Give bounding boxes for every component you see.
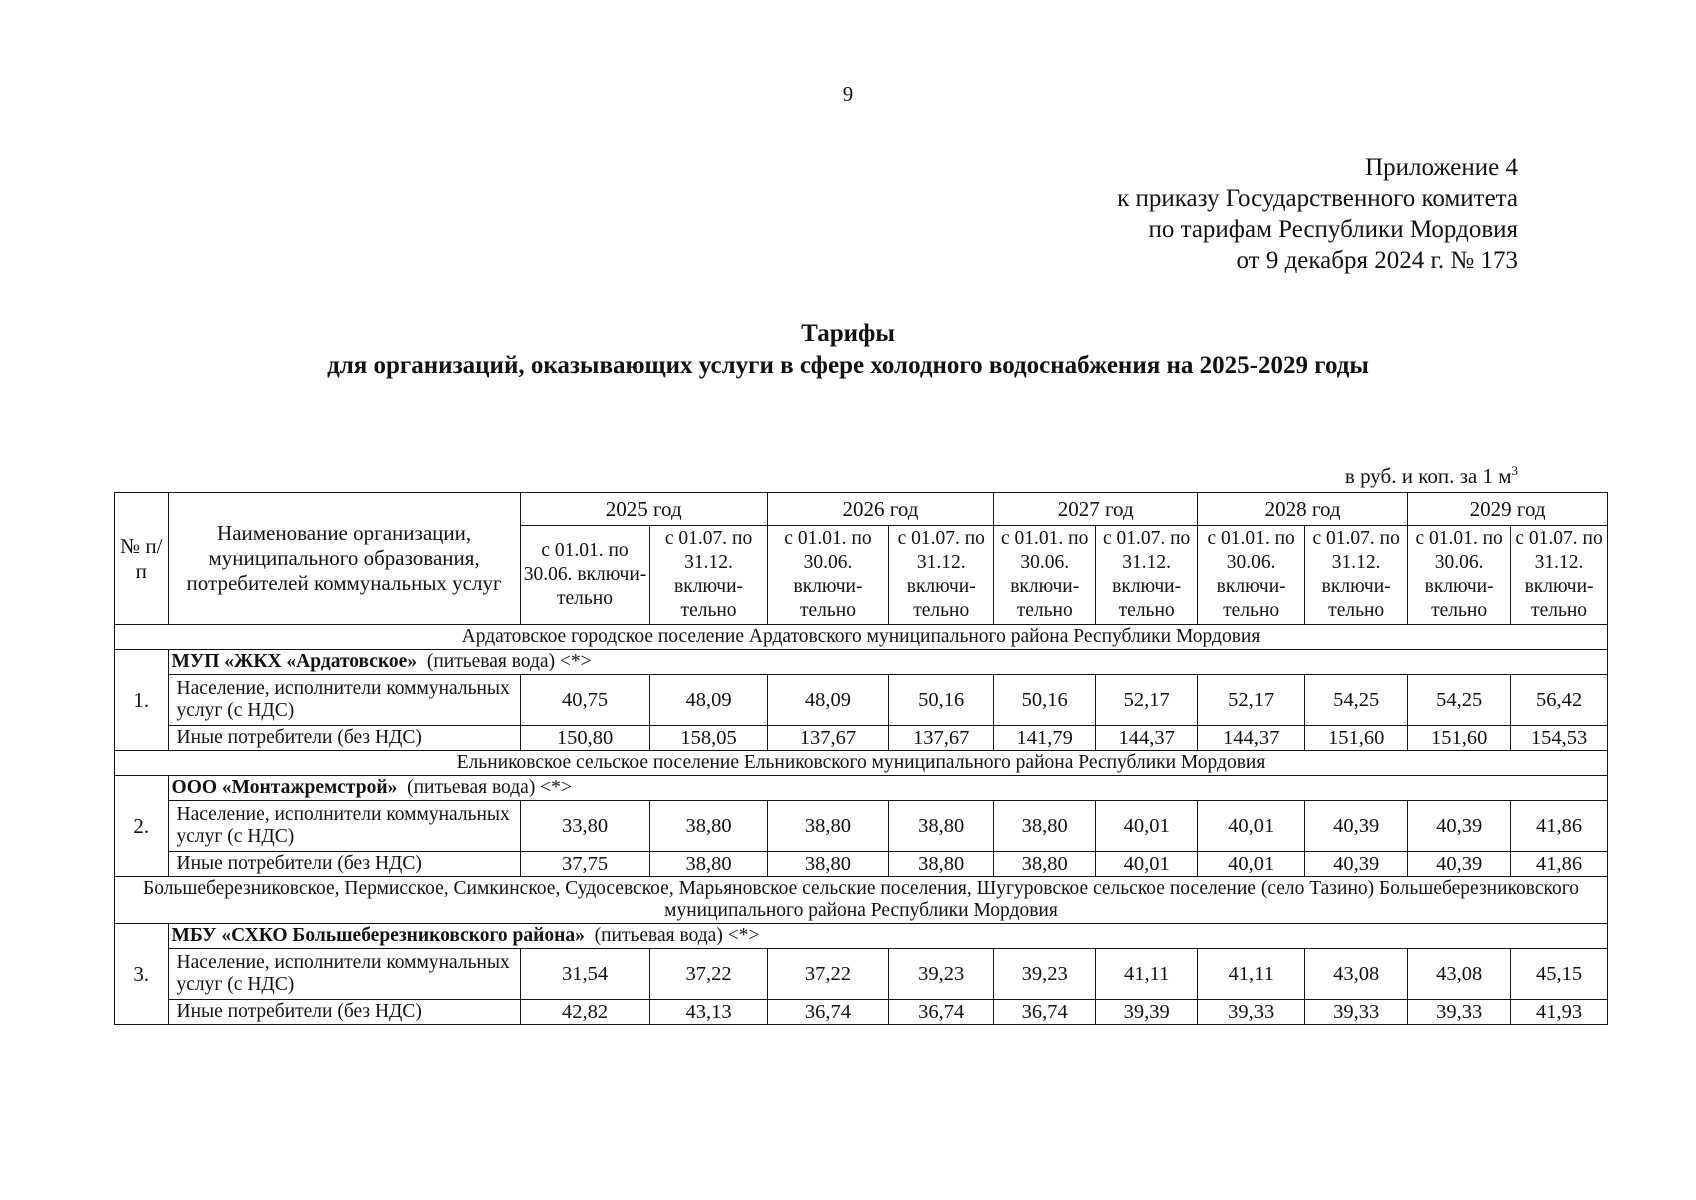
organization-row (115, 776, 1608, 801)
tariff-value: 41,86 (1511, 852, 1608, 877)
document-title (0, 318, 1696, 382)
tariff-row (115, 726, 1608, 751)
row-number: 3. (115, 924, 169, 1025)
appendix-line: по тарифам Республики Мордовия (1148, 216, 1518, 243)
header-year: 2026 год (767, 493, 994, 526)
tariff-value: 40,01 (1198, 852, 1305, 877)
tariff-value: 38,80 (650, 852, 767, 877)
tariff-value: 37,22 (650, 949, 767, 1000)
header-period: с 01.07. по 31.12. включи- тельно (1096, 526, 1198, 625)
tariff-row (115, 949, 1608, 1000)
header-period: с 01.07. по 31.12. включи- тельно (1511, 526, 1608, 625)
tariff-value: 45,15 (1511, 949, 1608, 1000)
tariff-value: 31,54 (520, 949, 650, 1000)
tariff-value: 39,23 (994, 949, 1096, 1000)
tariff-value: 36,74 (889, 1000, 994, 1025)
region-name: Ардатовское городское поселение Ардатовского муниципального района Республики Мордовия (115, 625, 1608, 650)
row-number: 1. (115, 650, 169, 751)
organization-row (115, 924, 1608, 949)
organization-cell (168, 924, 1607, 949)
tariff-value: 40,39 (1305, 801, 1408, 852)
organization-cell (168, 776, 1607, 801)
region-row (115, 751, 1608, 776)
title-line: Тарифы (801, 320, 895, 347)
header-year: 2025 год (520, 493, 767, 526)
tariff-value: 40,75 (520, 675, 650, 726)
tariff-row (115, 675, 1608, 726)
region-name: Ельниковское сельское поселение Ельниковского муниципального района Республики Мордовия (115, 751, 1608, 776)
consumer-label: Иные потребители (без НДС) (168, 1000, 520, 1025)
table-body (115, 625, 1608, 1025)
tariff-value: 137,67 (889, 726, 994, 751)
appendix-line: от 9 декабря 2024 г. № 173 (1236, 247, 1518, 274)
tariff-value: 40,39 (1408, 801, 1511, 852)
tariff-value: 42,82 (520, 1000, 650, 1025)
tariff-value: 43,13 (650, 1000, 767, 1025)
tariff-row (115, 801, 1608, 852)
tariff-value: 52,17 (1198, 675, 1305, 726)
header-period: с 01.01. по 30.06. включи- тельно (1408, 526, 1511, 625)
header-name: Наименование организации, муниципального образования, потребителей коммунальных услуг (168, 493, 520, 625)
tariff-value: 41,93 (1511, 1000, 1608, 1025)
tariff-value: 43,08 (1305, 949, 1408, 1000)
units-superscript: 3 (1511, 463, 1518, 478)
tariff-value: 54,25 (1305, 675, 1408, 726)
region-row (115, 625, 1608, 650)
tariff-value: 41,11 (1198, 949, 1305, 1000)
header-year: 2028 год (1198, 493, 1408, 526)
tariff-value: 50,16 (994, 675, 1096, 726)
tariff-value: 151,60 (1408, 726, 1511, 751)
header-period: с 01.07. по 31.12. включи- тельно (650, 526, 767, 625)
header-number: № п/п (115, 493, 169, 625)
tariff-value: 38,80 (767, 801, 888, 852)
tariff-row (115, 1000, 1608, 1025)
tariff-value: 40,39 (1305, 852, 1408, 877)
organization-name: МУП «ЖКХ «Ардатовское» (171, 651, 418, 672)
tariff-value: 43,08 (1408, 949, 1511, 1000)
tariff-value: 39,33 (1198, 1000, 1305, 1025)
consumer-label: Население, исполнители коммунальных услуг (с НДС) (168, 801, 520, 852)
tariff-value: 39,33 (1408, 1000, 1511, 1025)
organization-name: ООО «Монтажремстрой» (171, 777, 398, 798)
header-period: с 01.07. по 31.12. включи- тельно (889, 526, 994, 625)
tariff-value: 39,39 (1096, 1000, 1198, 1025)
tariff-value: 38,80 (994, 852, 1096, 877)
organization-cell (168, 650, 1607, 675)
tariff-value: 33,80 (520, 801, 650, 852)
tariff-table (114, 492, 1608, 1025)
organization-water-type: (питьевая вода) <*> (426, 651, 592, 672)
title-line: для организаций, оказывающих услуги в сфере холодного водоснабжения на 2025-2029 годы (327, 352, 1369, 379)
tariff-value: 40,01 (1198, 801, 1305, 852)
consumer-label: Иные потребители (без НДС) (168, 852, 520, 877)
tariff-value: 40,39 (1408, 852, 1511, 877)
tariff-value: 48,09 (767, 675, 888, 726)
tariff-value: 50,16 (889, 675, 994, 726)
header-period: с 01.01. по 30.06. включи- тельно (767, 526, 888, 625)
appendix-block (1117, 152, 1518, 276)
tariff-value: 41,11 (1096, 949, 1198, 1000)
units-note (1345, 463, 1518, 489)
consumer-label: Население, исполнители коммунальных услуг (с НДС) (168, 675, 520, 726)
header-year: 2029 год (1408, 493, 1608, 526)
row-number: 2. (115, 776, 169, 877)
tariff-value: 38,80 (650, 801, 767, 852)
tariff-value: 40,01 (1096, 852, 1198, 877)
tariff-value: 150,80 (520, 726, 650, 751)
tariff-value: 38,80 (994, 801, 1096, 852)
appendix-line: к приказу Государственного комитета (1117, 185, 1518, 212)
tariff-value: 56,42 (1511, 675, 1608, 726)
tariff-value: 39,33 (1305, 1000, 1408, 1025)
tariff-value: 38,80 (889, 801, 994, 852)
organization-row (115, 650, 1608, 675)
tariff-value: 137,67 (767, 726, 888, 751)
consumer-label: Население, исполнители коммунальных услуг (с НДС) (168, 949, 520, 1000)
tariff-value: 154,53 (1511, 726, 1608, 751)
tariff-value: 48,09 (650, 675, 767, 726)
units-text: в руб. и коп. за 1 м (1344, 464, 1512, 488)
tariff-row (115, 852, 1608, 877)
tariff-value: 40,01 (1096, 801, 1198, 852)
header-period: с 01.01. по 30.06. включи- тельно (994, 526, 1096, 625)
tariff-value: 37,22 (767, 949, 888, 1000)
tariff-value: 158,05 (650, 726, 767, 751)
header-period: с 01.01. по 30.06. включи- тельно (1198, 526, 1305, 625)
tariff-value: 36,74 (994, 1000, 1096, 1025)
tariff-value: 54,25 (1408, 675, 1511, 726)
tariff-value: 141,79 (994, 726, 1096, 751)
region-row (115, 877, 1608, 924)
tariff-value: 38,80 (889, 852, 994, 877)
tariff-value: 36,74 (767, 1000, 888, 1025)
tariff-value: 37,75 (520, 852, 650, 877)
region-name: Большеберезниковское, Пермисское, Симкинское, Судосевское, Марьяновское сельские поселения, Шугуровское сельское поселение (село Тазино) Большеберезниковского муниципального района Республики Мордовия (115, 877, 1608, 924)
page-number: 9 (842, 82, 854, 106)
tariff-value: 144,37 (1198, 726, 1305, 751)
organization-water-type: (питьевая вода) <*> (594, 925, 760, 946)
tariff-value: 39,23 (889, 949, 994, 1000)
organization-water-type: (питьевая вода) <*> (407, 777, 572, 798)
tariff-value: 151,60 (1305, 726, 1408, 751)
tariff-value: 52,17 (1096, 675, 1198, 726)
header-period: с 01.07. по 31.12. включи- тельно (1305, 526, 1408, 625)
tariff-value: 144,37 (1096, 726, 1198, 751)
header-year: 2027 год (994, 493, 1198, 526)
appendix-line: Приложение 4 (1365, 154, 1518, 181)
consumer-label: Иные потребители (без НДС) (168, 726, 520, 751)
tariff-value: 41,86 (1511, 801, 1608, 852)
header-period: с 01.01. по 30.06. включи- тельно (520, 526, 650, 625)
organization-name: МБУ «СХКО Большеберезниковского района» (171, 925, 585, 946)
tariff-value: 38,80 (767, 852, 888, 877)
